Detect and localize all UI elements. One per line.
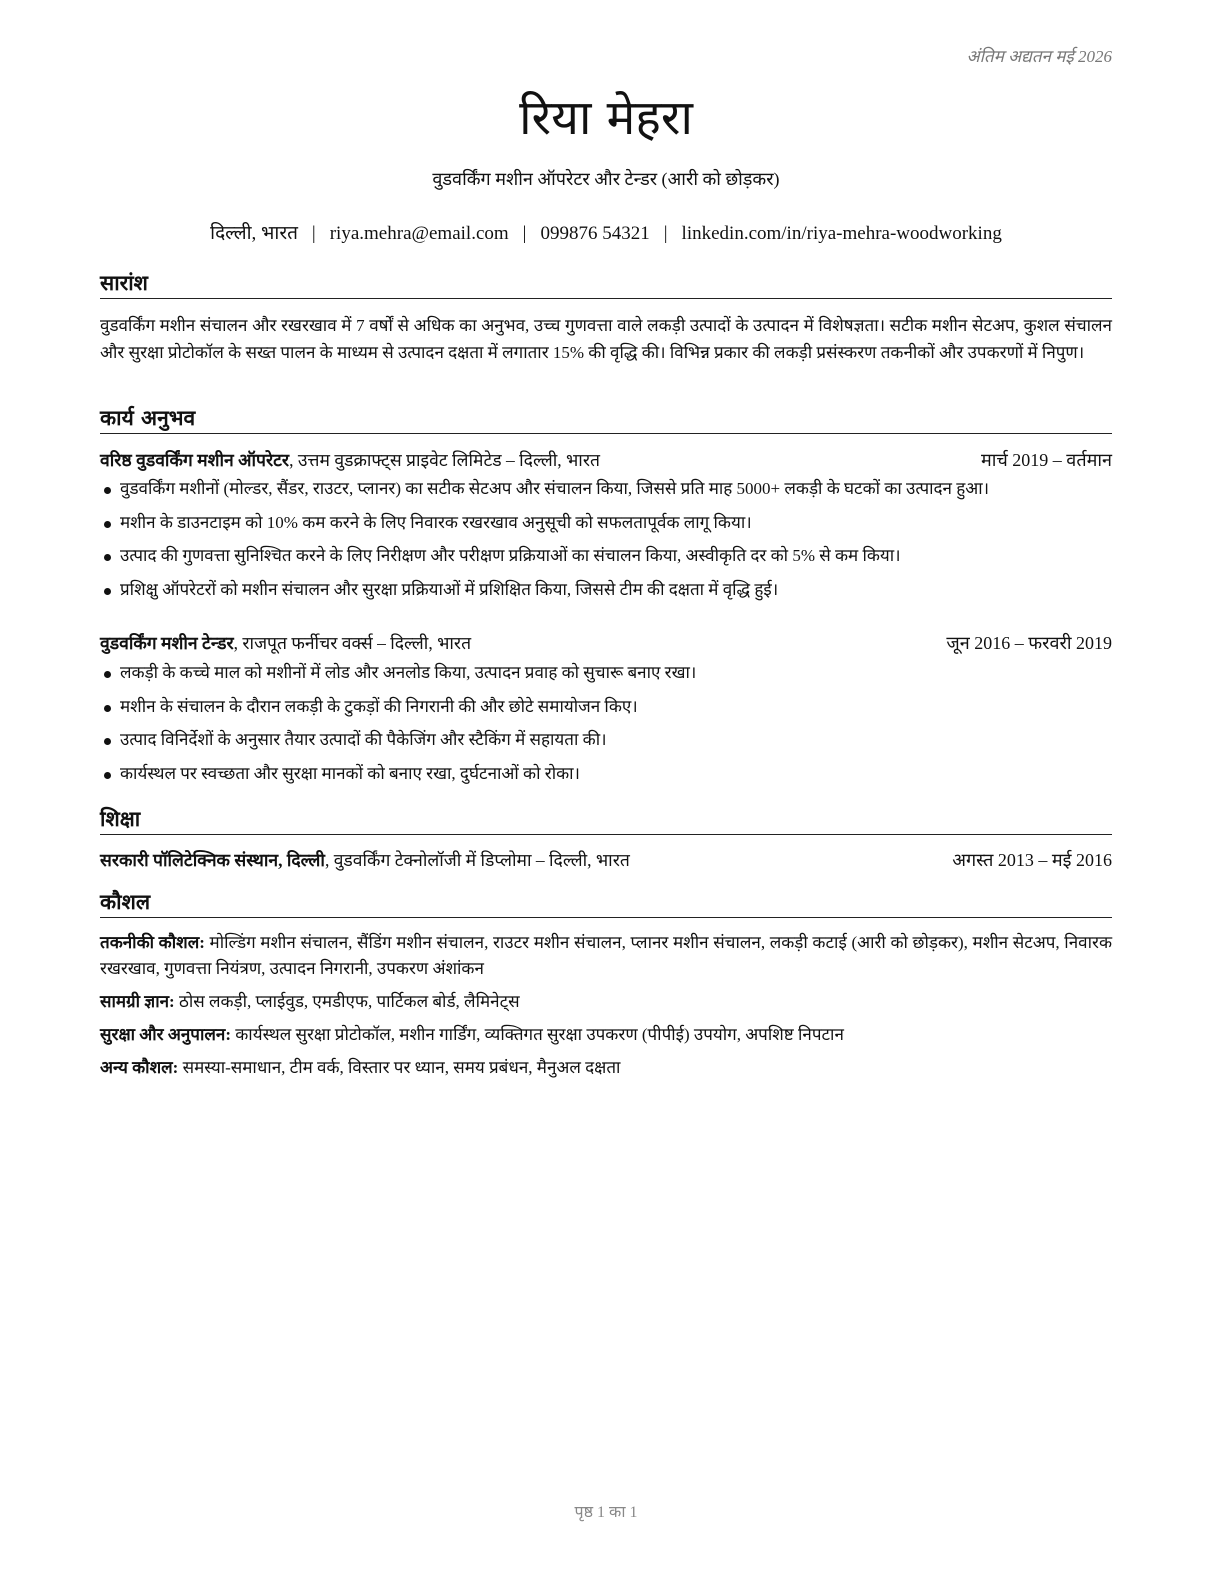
bullet-text: कार्यस्थल पर स्वच्छता और सुरक्षा मानकों को बनाए रखा, दुर्घटनाओं को रोका। (120, 763, 581, 783)
contact-phone: 099876 54321 (540, 223, 650, 244)
last-updated: अंतिम अद्यतन मई 2026 (966, 47, 1112, 66)
bullet-dot (104, 487, 111, 494)
skill-group (100, 1022, 1112, 1048)
job-company: , उत्तम वुडक्राफ्ट्स प्राइवेट लिमिटेड – दिल्ली, भारत (289, 450, 600, 470)
job-role: वुडवर्किंग मशीन टेन्डर (100, 633, 234, 653)
skill-label: सामग्री ज्ञान: (100, 992, 175, 1011)
bullet-dot (104, 671, 111, 678)
candidate-name: रिया मेहरा (519, 90, 693, 146)
skill-text: कार्यस्थल सुरक्षा प्रोटोकॉल, मशीन गार्डिंग, व्यक्तिगत सुरक्षा उपकरण (पीपीई) उपयोग, अपशिष्ट निपटान (231, 1025, 844, 1044)
bullet-text: वुडवर्किंग मशीनों (मोल्डर, सैंडर, राउटर, प्लानर) का सटीक सेटअप और संचालन किया, जिससे प्रति माह 5000+ लकड़ी के घटकों का उत्पादन हुआ। (120, 479, 990, 498)
bullet-text: मशीन के डाउनटाइम को 10% कम करने के लिए निवारक रखरखाव अनुसूची को सफलतापूर्वक लागू किया। (120, 512, 752, 532)
bullet-text: प्रशिक्षु ऑपरेटरों को मशीन संचालन और सुरक्षा प्रक्रियाओं में प्रशिक्षित किया, जिससे टीम की दक्षता में वृद्धि हुई। (120, 579, 779, 599)
section-title-experience: कार्य अनुभव (100, 405, 1112, 434)
skill-text: ठोस लकड़ी, प्लाईवुड, एमडीएफ, पार्टिकल बोर्ड, लैमिनेट्स (174, 992, 520, 1011)
contact-linkedin[interactable]: linkedin.com/in/riya-mehra-woodworking (681, 223, 1002, 244)
education-school: सरकारी पॉलिटेक्निक संस्थान, दिल्ली (100, 850, 325, 870)
job-dates: जून 2016 – फरवरी 2019 (946, 633, 1112, 653)
skill-group (100, 1055, 1112, 1081)
skills-list (100, 930, 1112, 1088)
job-bullets (100, 661, 1112, 795)
contact-location: दिल्ली, भारत (210, 223, 298, 244)
skill-text: समस्या-समाधान, टीम वर्क, विस्तार पर ध्यान, समय प्रबंधन, मैनुअल दक्षता (178, 1058, 621, 1077)
job-company: , राजपूत फर्नीचर वर्क्स – दिल्ली, भारत (233, 633, 472, 653)
job-header (100, 448, 1112, 472)
bullet-item (100, 695, 1112, 729)
bullet-item (100, 511, 1112, 545)
skill-label: सुरक्षा और अनुपालन: (100, 1025, 231, 1044)
education-dates: अगस्त 2013 – मई 2016 (952, 850, 1112, 870)
bullet-dot (104, 772, 111, 779)
resume-page (100, 0, 1112, 1584)
skill-text: मोल्डिंग मशीन संचालन, सैंडिंग मशीन संचालन, राउटर मशीन संचालन, प्लानर मशीन संचालन, लकड़ी कटाई (आरी को छोड़कर), मशीन सेटअप, निवारक रखरखाव, गुणवत्ता नियंत्रण, उत्पादन निगरानी, उपकरण अंशांकन (100, 933, 1113, 978)
bullet-item (100, 728, 1112, 762)
bullet-item (100, 661, 1112, 695)
job-title-tagline: वुडवर्किंग मशीन ऑपरेटर और टेन्डर (आरी को छोड़कर) (432, 169, 780, 189)
job-bullets (100, 477, 1112, 611)
skill-label: अन्य कौशल: (100, 1058, 179, 1077)
bullet-item (100, 578, 1112, 612)
job-dates: मार्च 2019 – वर्तमान (980, 450, 1112, 470)
skill-group (100, 989, 1112, 1015)
contact-separator: | (311, 223, 316, 244)
skill-group (100, 930, 1112, 982)
bullet-text: लकड़ी के कच्चे माल को मशीनों में लोड और अनलोड किया, उत्पादन प्रवाह को सुचारू बनाए रखा। (120, 663, 697, 682)
bullet-text: उत्पाद की गुणवत्ता सुनिश्चित करने के लिए निरीक्षण और परीक्षण प्रक्रियाओं का संचालन किया, अस्वीकृति दर को 5% से कम किया। (120, 546, 901, 565)
section-title-education: शिक्षा (100, 806, 1112, 835)
summary-text: वुडवर्किंग मशीन संचालन और रखरखाव में 7 वर्षों से अधिक का अनुभव, उच्च गुणवत्ता वाले लकड़ी उत्पादों के उत्पादन में विशेषज्ञता। सटीक मशीन सेटअप, कुशल संचालन और सुरक्षा प्रोटोकॉल के सख्त पालन के माध्यम से उत्पादन दक्षता में लगातार 15% की वृद्धि की। विभिन्न प्रकार की लकड़ी प्रसंस्करण तकनीकों और उपकरणों में निपुण। (100, 316, 1112, 362)
bullet-dot (104, 521, 111, 528)
bullet-text: मशीन के संचालन के दौरान लकड़ी के टुकड़ों की निगरानी की और छोटे समायोजन किए। (120, 696, 638, 716)
page-number: पृष्ठ 1 का 1 (574, 1504, 638, 1521)
bullet-item (100, 477, 1112, 511)
skill-label: तकनीकी कौशल: (100, 933, 205, 952)
section-title-skills: कौशल (100, 889, 1112, 918)
bullet-text: उत्पाद विनिर्देशों के अनुसार तैयार उत्पादों की पैकेजिंग और स्टैकिंग में सहायता की। (120, 730, 607, 749)
job-role: वरिष्ठ वुडवर्किंग मशीन ऑपरेटर (100, 450, 290, 470)
contact-email[interactable]: riya.mehra@email.com (329, 223, 509, 244)
section-title-summary: सारांश (100, 270, 1112, 299)
job-header (100, 631, 1112, 655)
bullet-dot (104, 554, 111, 561)
bullet-dot (104, 705, 111, 712)
contact-line (100, 219, 1112, 245)
education-entry (100, 848, 1112, 872)
bullet-dot (104, 738, 111, 745)
bullet-dot (104, 588, 111, 595)
bullet-item (100, 762, 1112, 796)
education-degree: , वुडवर्किंग टेक्नोलॉजी में डिप्लोमा – दिल्ली, भारत (324, 850, 630, 870)
contact-separator: | (522, 223, 527, 244)
bullet-item (100, 544, 1112, 578)
contact-separator: | (663, 223, 668, 244)
